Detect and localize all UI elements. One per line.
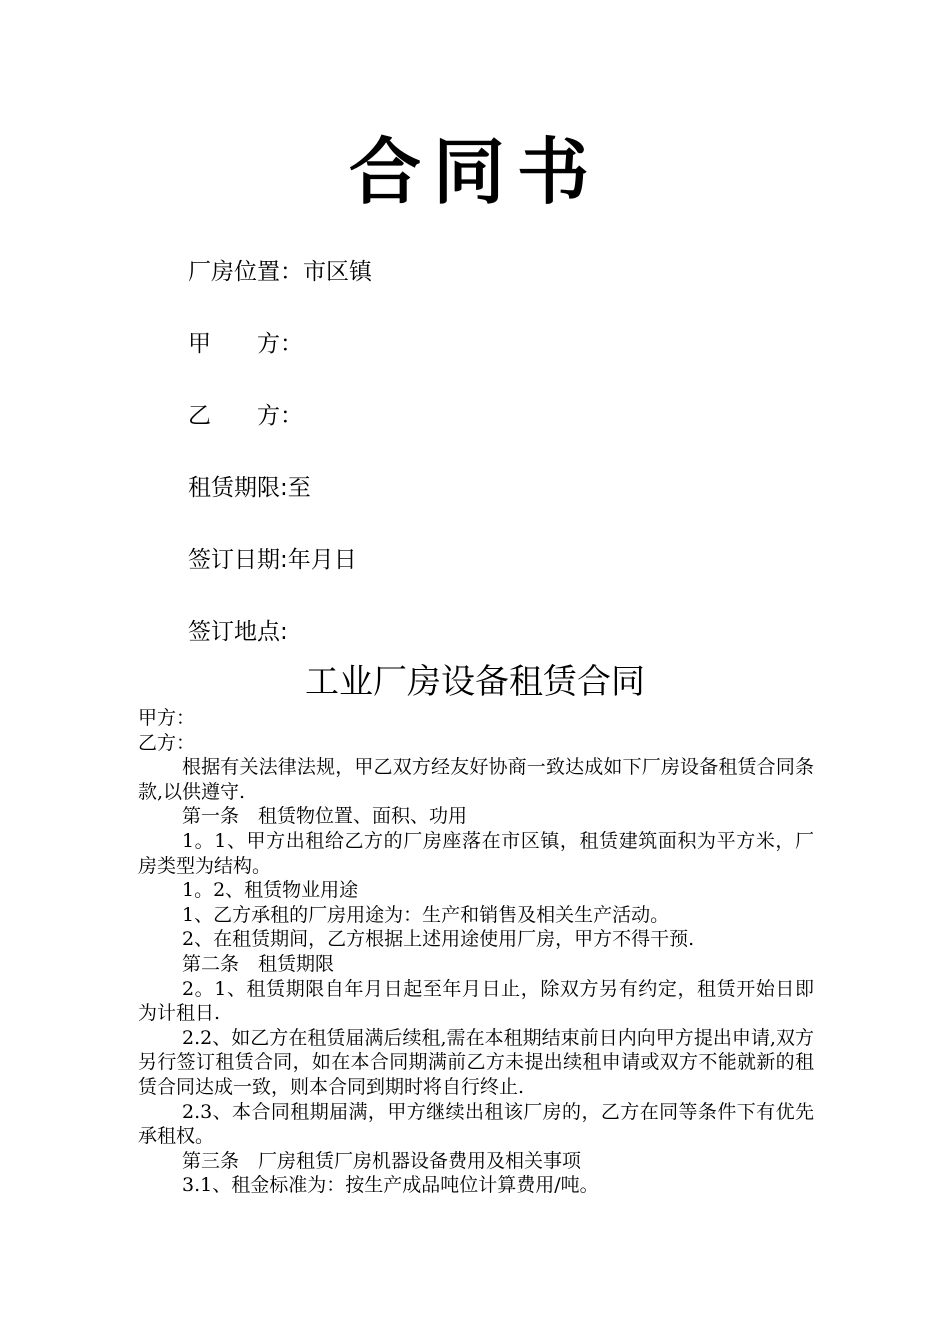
cover-field-party-a — [188, 328, 303, 360]
field-value: 年月日 — [287, 547, 357, 573]
cover-field-lease-term — [188, 472, 311, 504]
paragraph: 2、在租赁期间，乙方根据上述用途使用厂房，甲方不得干预. — [182, 928, 695, 951]
paragraph: 1。2、租赁物业用途 — [182, 879, 359, 902]
paragraph: 2。1、租赁期限自年月日起至年月日止，除双方另有约定，租赁开始日即为计租日. — [138, 977, 814, 1025]
article-heading: 第二条 租赁期限 — [182, 952, 335, 975]
paragraph: 2.3、本合同租期届满，甲方继续出租该厂房的，乙方在同等条件下有优先承租权。 — [138, 1100, 814, 1148]
cover-field-sign-date — [188, 544, 357, 576]
paragraph: 1、乙方承租的厂房用途为：生产和销售及相关生产活动。 — [182, 903, 670, 926]
field-label: 乙 方： — [188, 403, 303, 429]
article-heading: 第三条 厂房租赁厂房机器设备费用及相关事项 — [182, 1149, 582, 1172]
field-label: 签订地点: — [188, 619, 288, 645]
contract-body — [138, 706, 814, 1198]
field-value: 市区镇 — [303, 259, 372, 285]
article-heading: 第一条 租赁物位置、面积、功用 — [182, 805, 468, 828]
field-label: 甲 方： — [188, 331, 303, 357]
contract-title: 工业厂房设备租赁合同 — [305, 662, 645, 702]
cover-title: 合同书 — [348, 129, 601, 214]
cover-field-party-b — [188, 400, 303, 432]
paragraph: 根据有关法律法规，甲乙双方经友好协商一致达成如下厂房设备租赁合同条款,以供遵守. — [138, 756, 814, 803]
party-a-line: 甲方： — [138, 707, 196, 729]
field-label: 厂房位置： — [188, 259, 303, 285]
field-label: 签订日期: — [188, 547, 288, 573]
paragraph: 3.1、租金标准为：按生产成品吨位计算费用/吨。 — [182, 1174, 599, 1197]
paragraph: 2.2、如乙方在租赁届满后续租,需在本租期结束前日内向甲方提出申请,双方另行签订租赁合同，如在本合同期满前乙方未提出续租申请或双方不能就新的租赁合同达成一致，则本合同到期时将自行终止. — [138, 1026, 814, 1098]
field-label: 租赁期限: — [188, 475, 288, 501]
party-b-line: 乙方： — [138, 731, 196, 754]
field-value: 至 — [287, 475, 311, 501]
cover-field-sign-place — [188, 616, 288, 648]
cover-field-location — [188, 256, 372, 288]
paragraph: 1。1、甲方出租给乙方的厂房座落在市区镇，租赁建筑面积为平方米，厂房类型为结构。 — [138, 829, 814, 877]
